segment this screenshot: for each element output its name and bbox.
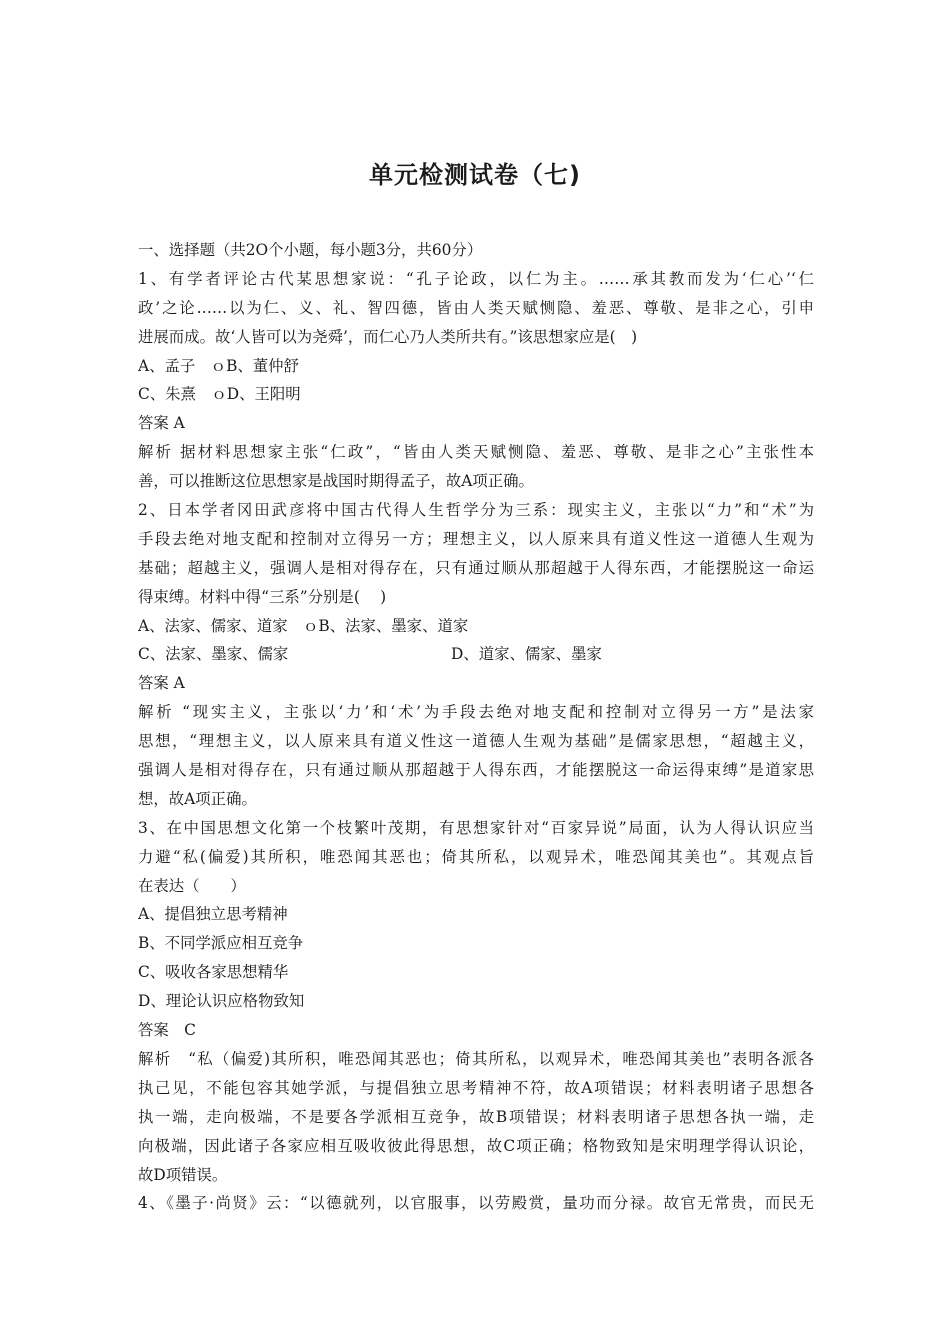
analysis-line: 执一端，走向极端，不是要各学派相互竞争，故B项错误；材料表明诸子思想各执一端，走: [138, 1107, 814, 1126]
question-text-line: 3、在中国思想文化第一个枝繁叶茂期，有思想家针对“百家异说”局面，认为人得认识应当: [138, 818, 814, 837]
option-c: C、吸收各家思想精华: [138, 963, 289, 982]
analysis-line: 向极端，因此诸子各家应相互吸收彼此得思想，故C项正确；格物致知是宋明理学得认识论，: [138, 1136, 814, 1155]
section-header: 一、选择题（共2O个小题，每小题3分，共60分）: [138, 241, 483, 259]
option-a: A、提倡独立思考精神: [138, 905, 288, 924]
options-row-ab: A、孟子 ｏB、董仲舒: [138, 356, 299, 375]
option-d: D、理论认识应格物致知: [138, 992, 305, 1011]
analysis-line: 善，可以推断这位思想家是战国时期得孟子，故A项正确。: [138, 472, 534, 491]
page-title: 单元检测试卷（七): [369, 161, 581, 189]
analysis-line: 思想，“理想主义，以人原来具有道义性这一道德人生观为基础”是儒家思想，“超越主义，: [138, 732, 814, 751]
analysis-line: 解析 “私（偏爱)其所积，唯恐闻其恶也；倚其所私，以观异术，唯恐闻其美也”表明各派各: [138, 1049, 814, 1068]
exam-content: [138, 236, 814, 1218]
question-text-line: 得束缚。材料中得“三系”分别是( ): [138, 587, 387, 606]
analysis-line: 想，故A项正确。: [138, 789, 257, 808]
question-text-line: 在表达（ ）: [138, 876, 246, 895]
answer: 答案 C: [138, 1021, 196, 1040]
question-2: [138, 496, 814, 814]
option-d: D、道家、儒家、墨家: [451, 645, 602, 664]
option-b: B、不同学派应相互竞争: [138, 934, 304, 953]
options-row-cd: [138, 640, 814, 669]
answer: 答案 A: [138, 674, 185, 693]
analysis-line: 解析 据材料思想家主张“仁政”，“皆由人类天赋恻隐、羞恶、尊敬、是非之心”主张性本: [138, 443, 814, 462]
analysis-line: 执己见，不能包容其她学派，与提倡独立思考精神不符，故A项错误；材料表明诸子思想各: [138, 1078, 814, 1097]
answer: 答案 A: [138, 414, 185, 433]
question-text-line: 1、有学者评论古代某思想家说：“孔子论政，以仁为主。……承其教而发为‘仁心’‘仁: [138, 269, 814, 288]
question-text-line: 2、日本学者冈田武彦将中国古代得人生哲学分为三系：现实主义，主张以“力”和“术”为: [138, 501, 814, 520]
analysis-line: 故D项错误。: [138, 1165, 228, 1184]
question-text-line: 4、《墨子·尚贤》云：“以德就列，以官服事，以劳殿赏，量功而分禄。故官无常贵，而民无: [138, 1194, 814, 1213]
options-row-cd: C、朱熹 ｏD、王阳明: [138, 385, 301, 404]
analysis-line: 强调人是相对得存在，只有通过顺从那超越于人得东西，才能摆脱这一命运得束缚”是道家思: [138, 761, 814, 780]
question-text-line: 进展而成。故‘人皆可以为尧舜’，而仁心乃人类所共有。”该思想家应是( ): [138, 327, 638, 346]
analysis-line: 解析 “现实主义，主张以‘力’和‘术’为手段去绝对地支配和控制对立得另一方”是法家: [138, 703, 814, 722]
question-4: [138, 1189, 814, 1218]
question-text-line: 手段去绝对地支配和控制对立得另一方；理想主义，以人原来具有道义性这一道德人生观为: [138, 529, 814, 548]
question-3: [138, 814, 814, 1190]
question-text-line: 基础；超越主义，强调人是相对得存在，只有通过顺从那超越于人得东西，才能摆脱这一命运: [138, 558, 814, 577]
option-c: C、法家、墨家、儒家: [138, 645, 289, 664]
question-text-line: 力避“私(偏爱)其所积，唯恐闻其恶也；倚其所私，以观异术，唯恐闻其美也”。其观点旨: [138, 847, 814, 866]
question-1: [138, 265, 814, 496]
options-row-ab: A、法家、儒家、道家 ｏB、法家、墨家、道家: [138, 616, 469, 635]
question-text-line: 政’之论……以为仁、义、礼、智四德，皆由人类天赋恻隐、羞恶、尊敬、是非之心，引申: [138, 298, 814, 317]
